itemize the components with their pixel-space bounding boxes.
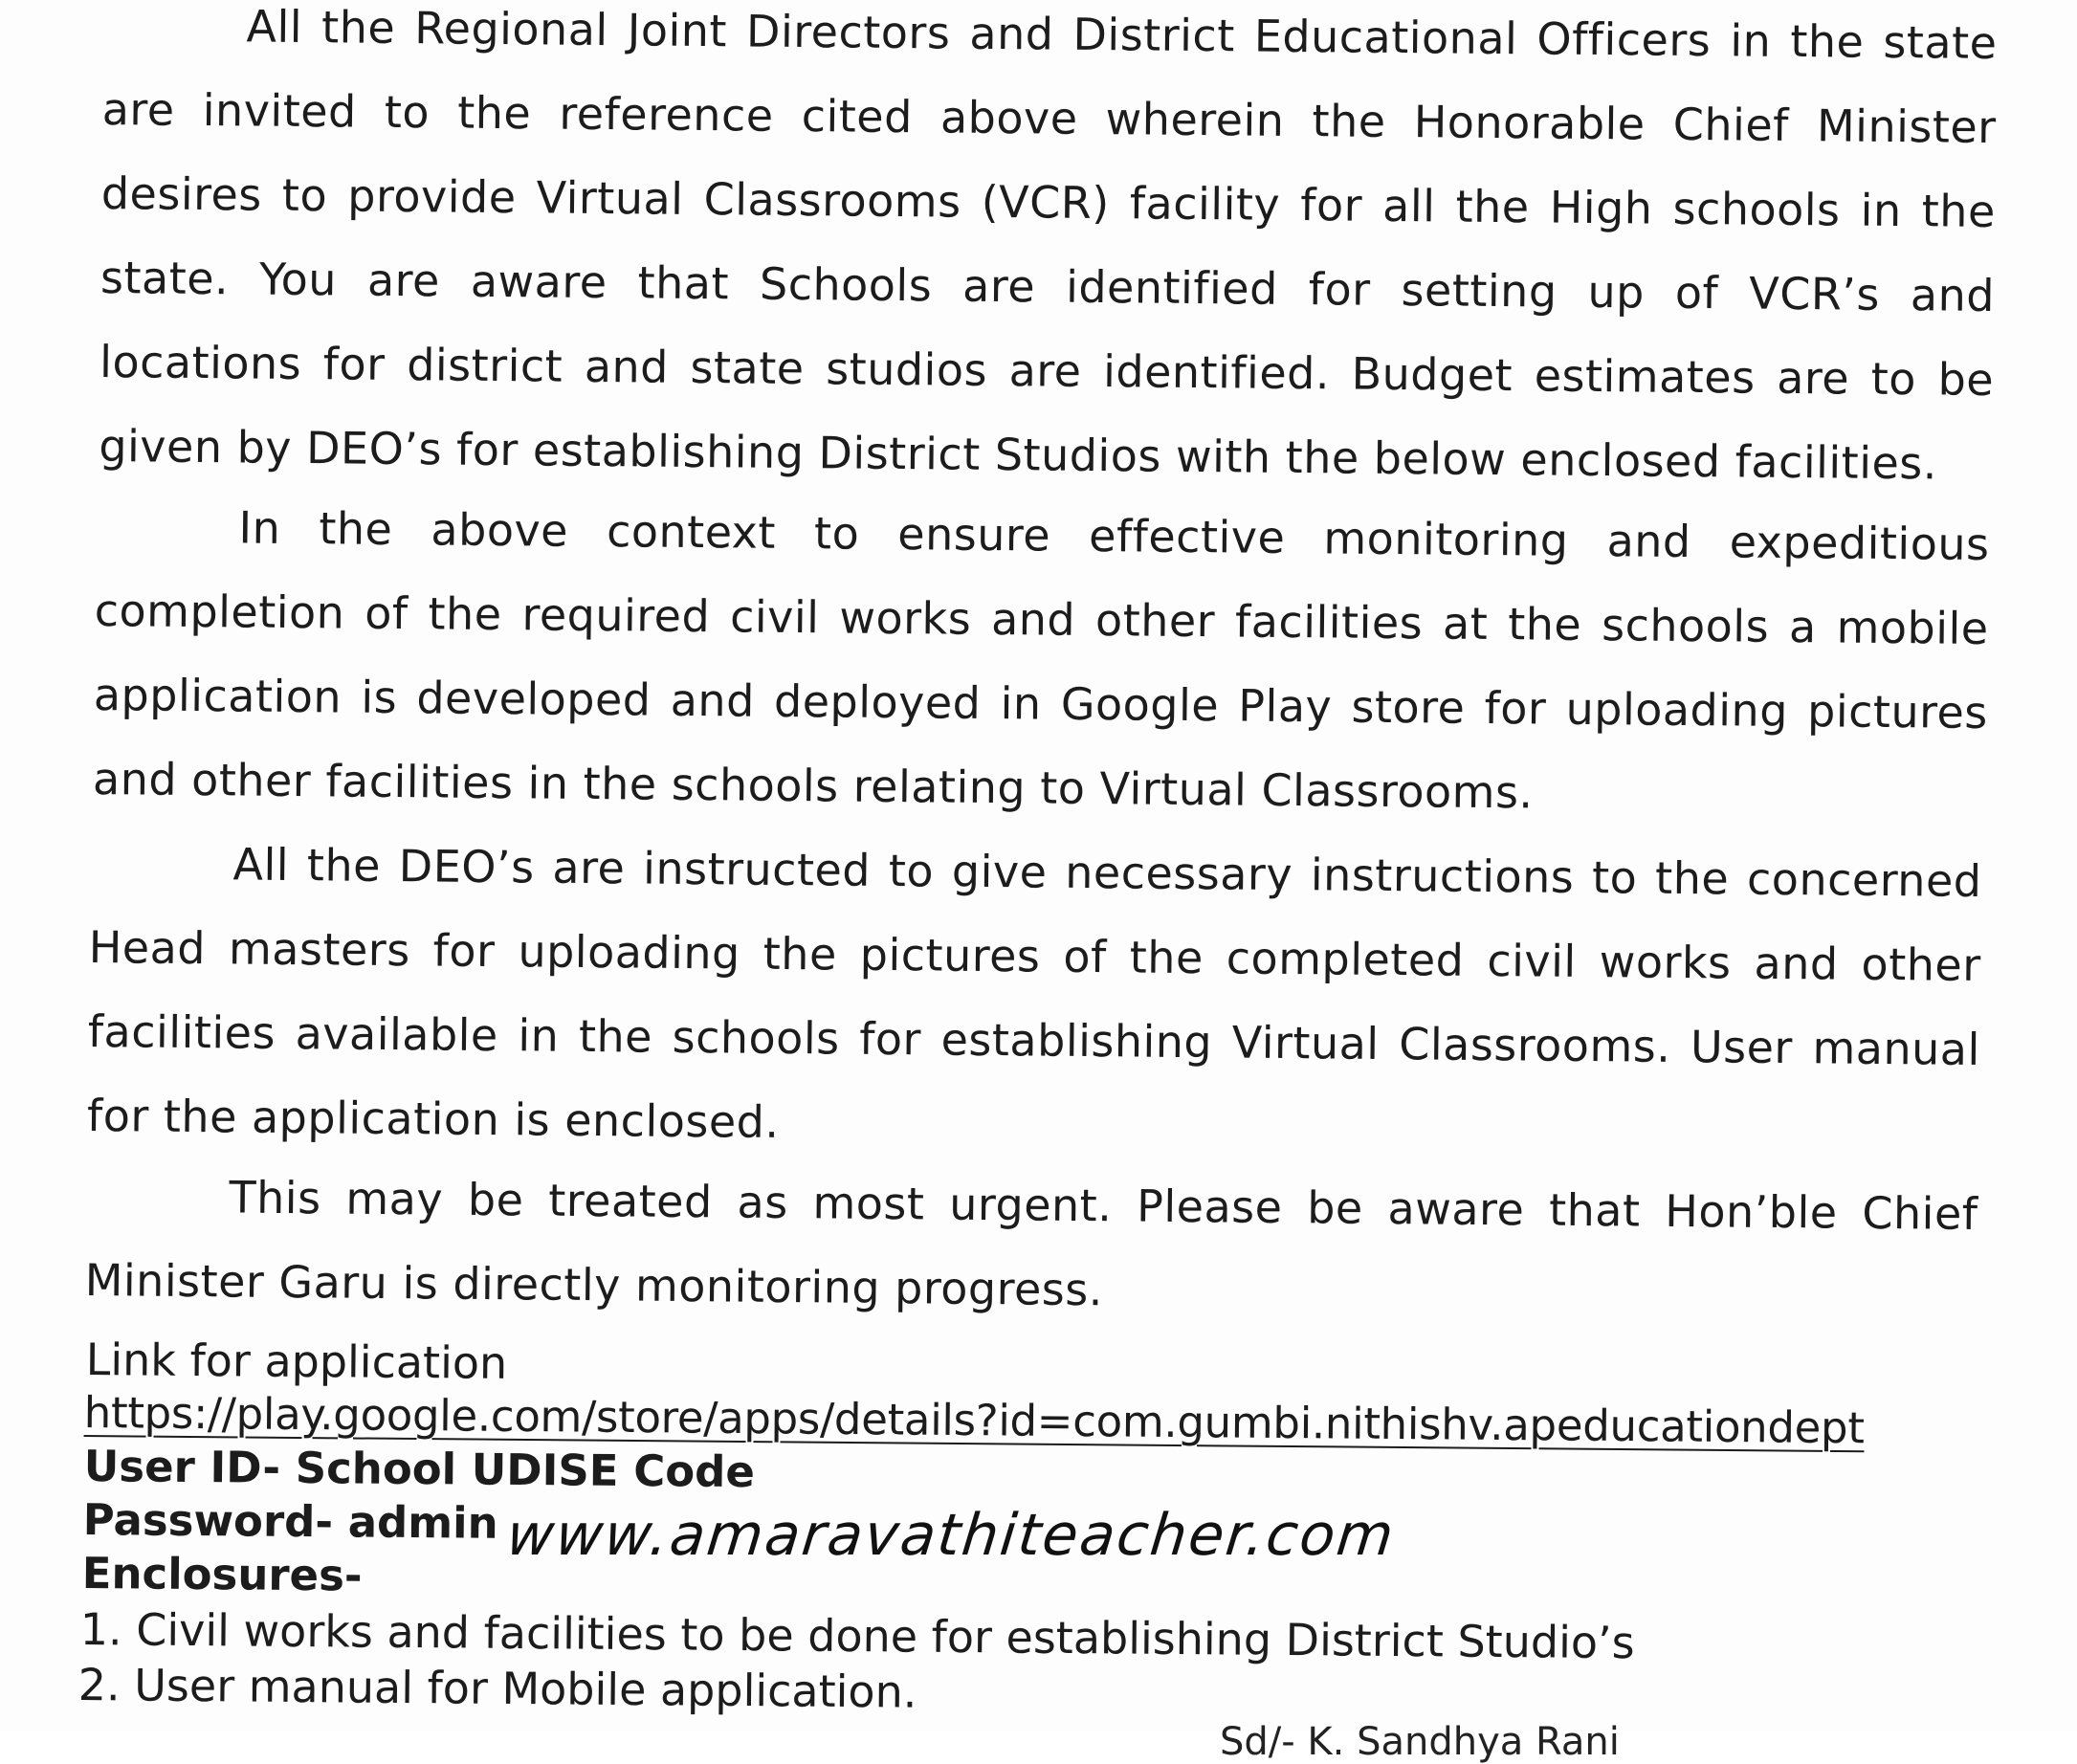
user-id-text: User ID- School UDISE Code [83,1441,756,1498]
website-watermark: www.amaravathiteacher.com [503,1502,1399,1569]
password-text: Password- admin [82,1494,498,1549]
enclosures-heading: Enclosures- [81,1548,363,1601]
play-store-link[interactable]: https://play.google.com/store/apps/details?id=com.gumbi.nithishv.apeducationdept [83,1387,1865,1454]
signature-block [1220,1712,1717,1764]
paragraph-intro: All the Regional Joint Directors and District Educational Officers in the state are invited to the reference cited above wherein the Honorable Chief Minister desires to provide Virtual Classrooms (VCR) facility for all the High schools in the state. You are aware that Schools are identified for setting up of VCR’s and locations for district and state studios are identified. Budget estimates are to be given by DEO’s for establishing District Studios with the below enclosed facilities. [99,0,1998,490]
enclosure-item: 1. Civil works and facilities to be done for establishing District Studio’s [79,1603,1635,1669]
paragraph-urgent: This may be treated as most urgent. Please be aware that Hon’ble Chief Minister Garu is directly monitoring progress. [84,1171,1978,1316]
enclosure-item: 2. User manual for Mobile application. [77,1659,917,1718]
paragraph-instructions: All the DEO’s are instructed to give necessary instructions to the concerned Head masters for uploading the pictures of the completed civil works and other facilities available in the schools for establishing Virtual Classrooms. User manual for the application is enclosed. [86,838,1982,1148]
signature-text: Sd/- K. Sandhya Rani [1220,1720,1620,1764]
paragraph-monitoring: In the above context to ensure effective monitoring and expeditious completion of the required civil works and other facilities at the schools a mobile application is developed and deployed in Google Play store for uploading pictures and other facilities in the schools relating to Virtual Classrooms. [92,501,1990,819]
link-label: Link for application [85,1334,508,1389]
